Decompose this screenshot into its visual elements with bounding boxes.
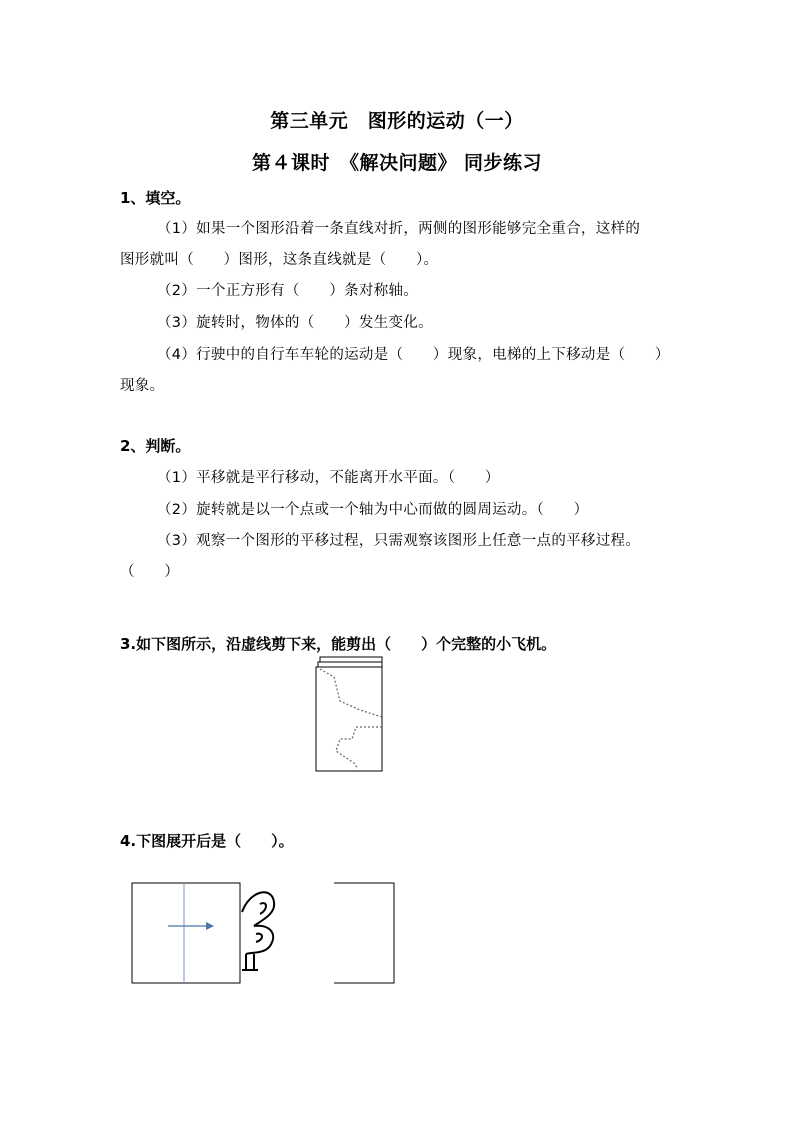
folded-paper-figure xyxy=(312,655,388,773)
page-subtitle: 第４课时 《解决问题》 同步练习 xyxy=(251,152,543,174)
question-2-3-line-2: （ ） xyxy=(120,564,180,580)
section-2-heading: 2、判断。 xyxy=(120,437,191,455)
unfold-question-figure xyxy=(130,880,400,988)
partial-key-shape xyxy=(242,892,274,970)
question-1-4-line-1: （4）行驶中的自行车车轮的运动是（ ）现象，电梯的上下移动是（ ） xyxy=(157,347,670,363)
page-title: 第三单元 图形的运动（一） xyxy=(270,110,524,132)
question-1-4-line-2: 现象。 xyxy=(120,378,165,394)
question-1-2: （2）一个正方形有（ ）条对称轴。 xyxy=(157,283,419,299)
question-2-3-line-1: （3）观察一个图形的平移过程，只需观察该图形上任意一点的平移过程。 xyxy=(157,533,641,549)
open-rectangle xyxy=(334,883,394,983)
section-3-heading: 3.如下图所示，沿虚线剪下来，能剪出（ ）个完整的小飞机。 xyxy=(120,635,557,653)
question-1-3: （3）旋转时，物体的（ ）发生变化。 xyxy=(157,315,433,331)
question-2-2: （2）旋转就是以一个点或一个轴为中心而做的圆周运动。（ ） xyxy=(157,502,589,518)
folded-square xyxy=(132,883,240,983)
question-1-1-line-2: 图形就叫（ ）图形，这条直线就是（ ）。 xyxy=(120,252,439,268)
question-2-1: （1）平移就是平行移动，不能离开水平面。（ ） xyxy=(157,470,500,486)
section-4-heading: 4.下图展开后是（ ）。 xyxy=(120,832,294,850)
question-1-1-line-1: （1）如果一个图形沿着一条直线对折，两侧的图形能够完全重合，这样的 xyxy=(157,221,641,237)
section-1-heading: 1、填空。 xyxy=(120,189,191,207)
